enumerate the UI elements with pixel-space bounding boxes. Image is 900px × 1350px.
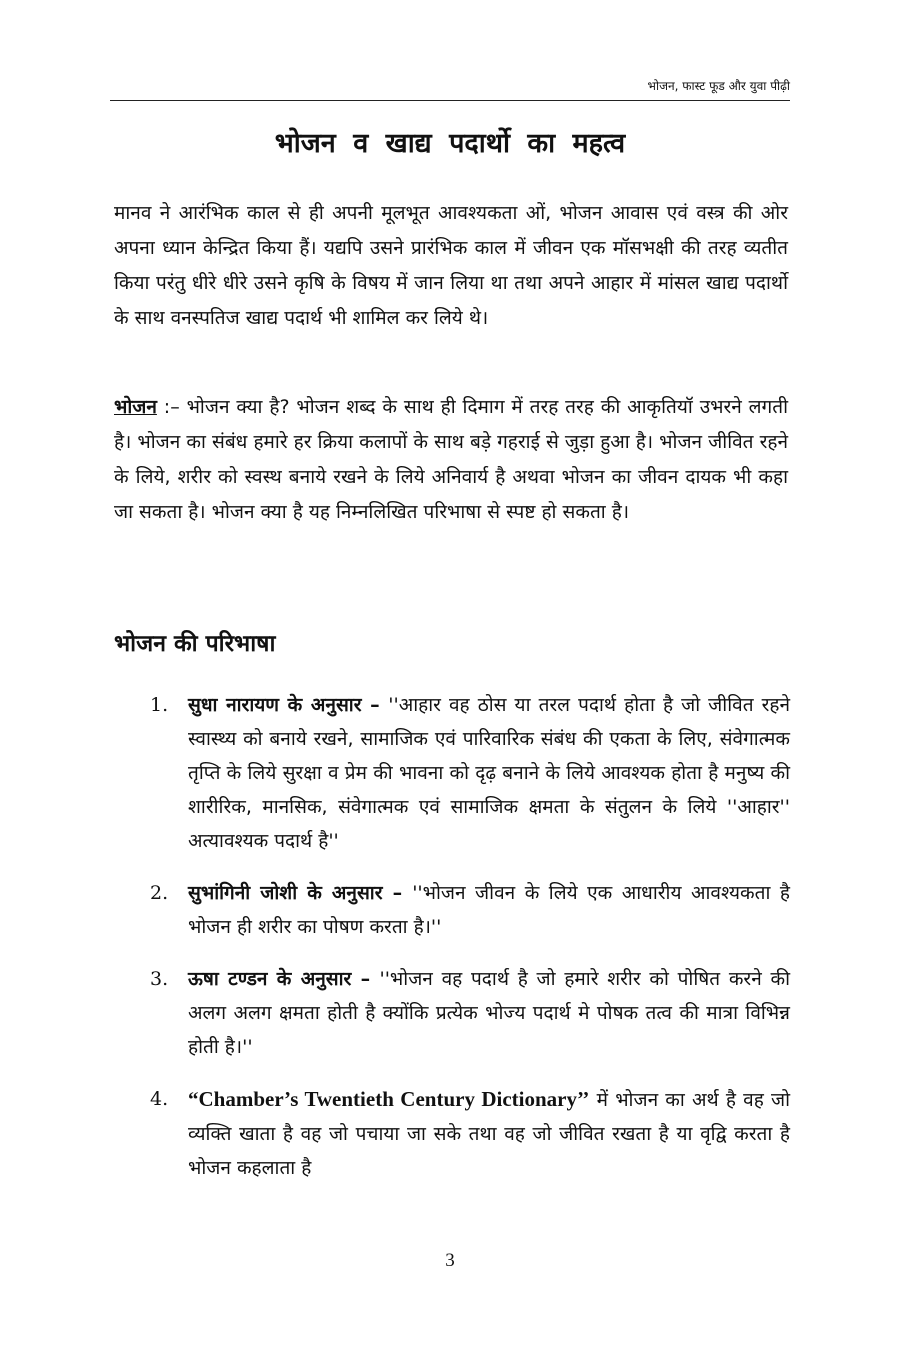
definition-author: “Chamber’s Twentieth Century Dictionary’’: [188, 1087, 590, 1111]
definition-list: [150, 688, 790, 1203]
lead-term: भोजन: [114, 396, 157, 418]
definition-text: ''आहार वह ठोस या तरल पदार्थ होता है जो जीवित रहने स्वास्थ्य को बनाये रखने, सामाजिक एवं पारिवारिक संबंध की एकता के लिए, संवेगात्मक तृप्ति के लिये सुरक्षा व प्रेम की भावना को दृढ़ बनाने के लिये आवश्यक होता है मनुष्य की शारीरिक, मानसिक, संवेगात्मक एवं सामाजिक क्षमता के संतुलन के लिये ''आहार'' अत्यावश्यक पदार्थ है'': [188, 694, 790, 852]
definition-number: 3.: [150, 968, 169, 990]
lead-separator: :–: [156, 396, 187, 418]
section-heading: भोजन की परिभाषा: [114, 631, 276, 657]
page-title: भोजन व खाद्य पदार्थो का महत्व: [274, 128, 626, 159]
food-paragraph: [114, 390, 788, 530]
definition-dash: –: [361, 694, 389, 716]
definition-item: [150, 688, 790, 858]
definition-author: सुभांगिनी जोशी के अनुसार: [188, 882, 383, 904]
header-rule: [110, 100, 790, 101]
definition-number: 2.: [150, 882, 169, 904]
page-number: 3: [445, 1250, 455, 1271]
definition-dash: [589, 1089, 596, 1111]
definition-number: 1.: [150, 694, 169, 716]
definition-text: ''भोजन जीवन के लिये एक आधारीय आवश्यकता है भोजन ही शरीर का पोषण करता है।'': [188, 882, 790, 938]
definition-item: [150, 1082, 790, 1185]
definition-item: [150, 962, 790, 1064]
definition-text: ''भोजन वह पदार्थ है जो हमारे शरीर को पोषित करने की अलग अलग क्षमता होती है क्योंकि प्रत्येक भोज्य पदार्थ मे पोषक तत्व की मात्रा विभिन्न होती है।'': [188, 968, 791, 1058]
definition-author: ऊषा टण्डन के अनुसार: [188, 968, 352, 990]
definition-text: में भोजन का अर्थ है वह जो व्यक्ति खाता है वह जो पचाया जा सके तथा वह जो जीवित रखता है या वृद्वि करता है भोजन कहलाता है: [188, 1089, 791, 1179]
food-paragraph-text: भोजन क्या है? भोजन शब्द के साथ ही दिमाग में तरह तरह की आकृतियॉ उभरने लगती है। भोजन का संबंध हमारे हर क्रिया कलापों के साथ बड़े गहराई से जुड़ा हुआ है। भोजन जीवित रहने के लिये, शरीर को स्वस्थ बनाये रखने के लिये अनिवार्य है अथवा भोजन का जीवन दायक भी कहा जा सकता है। भोजन क्या है यह निम्नलिखित परिभाषा से स्पष्ट हो सकता है।: [114, 396, 788, 523]
running-header: भोजन, फास्ट फूड और युवा पीढ़ी: [647, 79, 790, 93]
definition-number: 4.: [150, 1088, 169, 1110]
intro-paragraph: मानव ने आरंभिक काल से ही अपनी मूलभूत आवश्यकता ओं, भोजन आवास एवं वस्त्र की ओर अपना ध्यान केन्द्रित किया हैं। यद्यपि उसने प्रारंभिक काल में जीवन एक मॉसभक्षी की तरह व्यतीत किया परंतु धीरे धीरे उसने कृषि के विषय में जान लिया था तथा अपने आहार में मांसल खाद्य पदार्थो के साथ वनस्पतिज खाद्य पदार्थ भी शामिल कर लिये थे।: [114, 202, 788, 329]
definition-item: [150, 876, 790, 944]
definition-dash: –: [382, 882, 413, 904]
definition-author: सुधा नारायण के अनुसार: [188, 694, 362, 716]
definition-dash: –: [351, 968, 380, 990]
